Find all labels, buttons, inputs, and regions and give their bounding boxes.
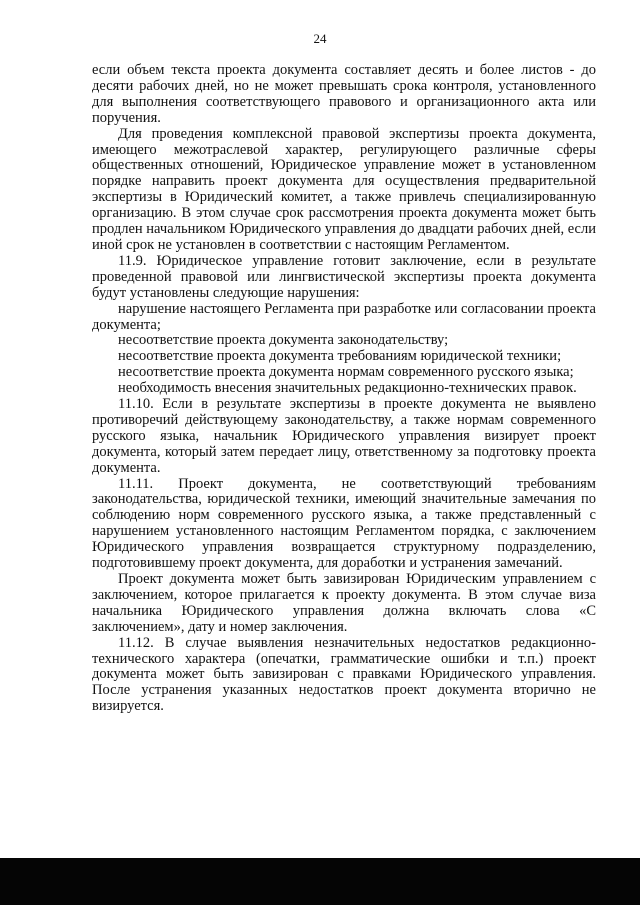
paragraph: Для проведения комплексной правовой экспертизы проекта документа, имеющего межотраслевой характер, регулирующего различные сферы общественных отношений, Юридическое управление может в установленном порядке направить проект документа для осуществления предварительной экспертизы в Юридический комитет, а также привлечь специализированную организацию. В этом случае срок рассмотрения проекта документа может быть продлен начальником Юридического управления до двадцати рабочих дней, если иной срок не установлен в соответствии с настоящим Регламентом. — [92, 125, 596, 253]
paragraph: 11.10. Если в результате экспертизы в проекте документа не выявлено противоречий действующему законодательству, а также нормам современного русского языка, начальник Юридического управления визирует проект документа, который затем передает лицу, ответственному за подготовку проекта документа. — [92, 396, 596, 476]
paragraph: 11.11. Проект документа, не соответствующий требованиям законодательства, юридической техники, имеющий значительные замечания по соблюдению норм современного русского языка, а также представленный с нарушением установленного настоящим Регламентом порядка, с заключением Юридического управления возвращается структурному подразделению, подготовившему проект документа, для доработки и устранения замечаний. — [92, 475, 596, 572]
paragraph: если объем текста проекта документа составляет десять и более листов - до десяти рабочих дней, но не может превышать срока контроля, установленного для выполнения соответствующего правового и организационного акта или поручения. — [92, 62, 596, 126]
paragraph: 11.12. В случае выявления незначительных недостатков редакционно-технического характера (опечатки, грамматические ошибки и т.п.) проект документа может быть завизирован с правками Юридического управления. После устранения указанных недостатков проект документа вторично не визируется. — [92, 634, 596, 715]
page-number: 24 — [313, 31, 327, 46]
paragraph: Проект документа может быть завизирован Юридическим управлением с заключением, которое прилагается к проекту документа. В этом случае виза начальника Юридического управления должна включать слова «С заключением», дату и номер заключения. — [92, 571, 596, 635]
list-item: нарушение настоящего Регламента при разработке или согласовании проекта документа; — [92, 300, 596, 333]
list-item: несоответствие проекта документа нормам современного русского языка; — [118, 364, 574, 381]
scan-border — [0, 858, 640, 905]
list-item: необходимость внесения значительных редакционно-технических правок. — [118, 380, 577, 397]
paragraph: 11.9. Юридическое управление готовит заключение, если в результате проведенной правовой или лингвистической экспертизы проекта документа будут установлены следующие нарушения: — [92, 252, 596, 301]
list-item: несоответствие проекта документа законодательству; — [118, 332, 449, 349]
list-item: несоответствие проекта документа требованиям юридической техники; — [118, 348, 562, 365]
document-text — [92, 63, 596, 715]
